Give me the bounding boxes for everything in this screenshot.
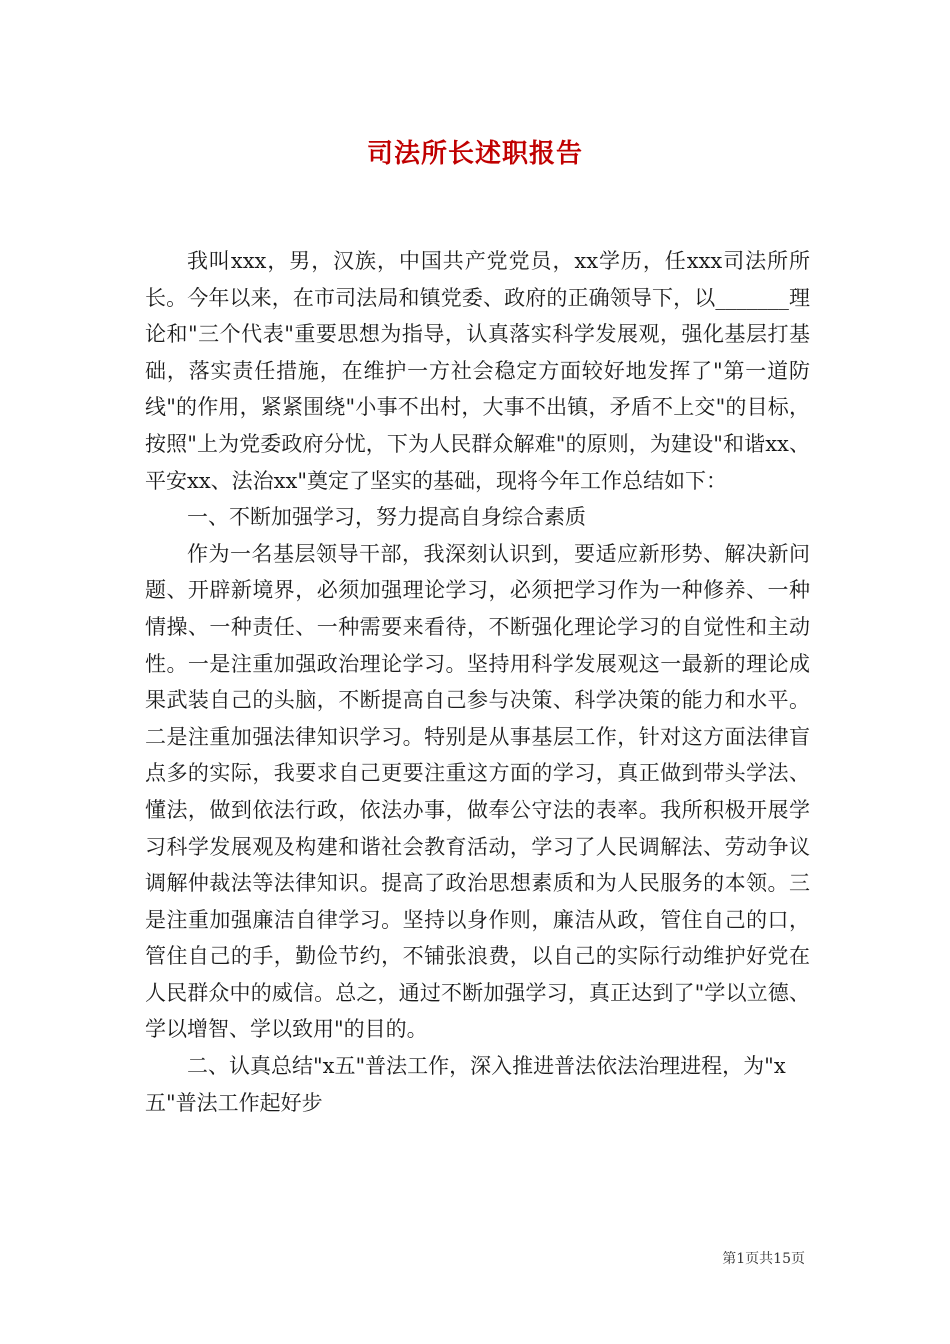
document-body bbox=[145, 243, 810, 1121]
document-title: 司法所长述职报告 bbox=[366, 139, 583, 169]
section-heading-2: 二、认真总结"x五"普法工作，深入推进普法依法治理进程，为"x五"普法工作起好步 bbox=[145, 1054, 786, 1115]
section-heading-1: 一、不断加强学习，努力提高自身综合素质 bbox=[187, 505, 586, 530]
section-1-paragraph: 作为一名基层领导干部，我深刻认识到，要适应新形势、解决新问题、开辟新境界，必须加强理论学习，必须把学习作为一种修养、一种情操、一种责任、一种需要来看待，不断强化理论学习的自觉性和主动性。一是注重加强政治理论学习。坚持用科学发展观这一最新的理论成果武装自己的头脑，不断提高自己参与决策、科学决策的能力和水平。二是注重加强法律知识学习。特别是从事基层工作，针对这方面法律盲点多的实际，我要求自己更要注重这方面的学习，真正做到带头学法、懂法，做到依法行政，依法办事，做奉公守法的表率。我所积极开展学习科学发展观及构建和谐社会教育活动，学习了人民调解法、劳动争议调解仲裁法等法律知识。提高了政治思想素质和为人民服务的本领。三是注重加强廉洁自律学习。坚持以身作则，廉洁从政，管住自己的口，管住自己的手，勤俭节约，不铺张浪费，以自己的实际行动维护好党在人民群众中的威信。总之，通过不断加强学习，真正达到了"学以立德、学以增智、学以致用"的目的。 bbox=[145, 541, 810, 1042]
intro-paragraph: 我叫xxx，男，汉族，中国共产党党员，xx学历，任xxx司法所所长。今年以来，在市司法局和镇党委、政府的正确领导下，以_______理论和"三个代表"重要思想为指导，认真落实科学发展观，强化基层打基础，落实责任措施，在维护一方社会稳定方面较好地发挥了"第一道防线"的作用，紧紧围绕"小事不出村，大事不出镇，矛盾不上交"的目标，按照"上为党委政府分忧，下为人民群众解难"的原则，为建设"和谐xx、平安xx、法治xx"奠定了坚实的基础，现将今年工作总结如下： bbox=[145, 249, 810, 493]
page-number-footer: 第1页共15页 bbox=[722, 1251, 805, 1267]
